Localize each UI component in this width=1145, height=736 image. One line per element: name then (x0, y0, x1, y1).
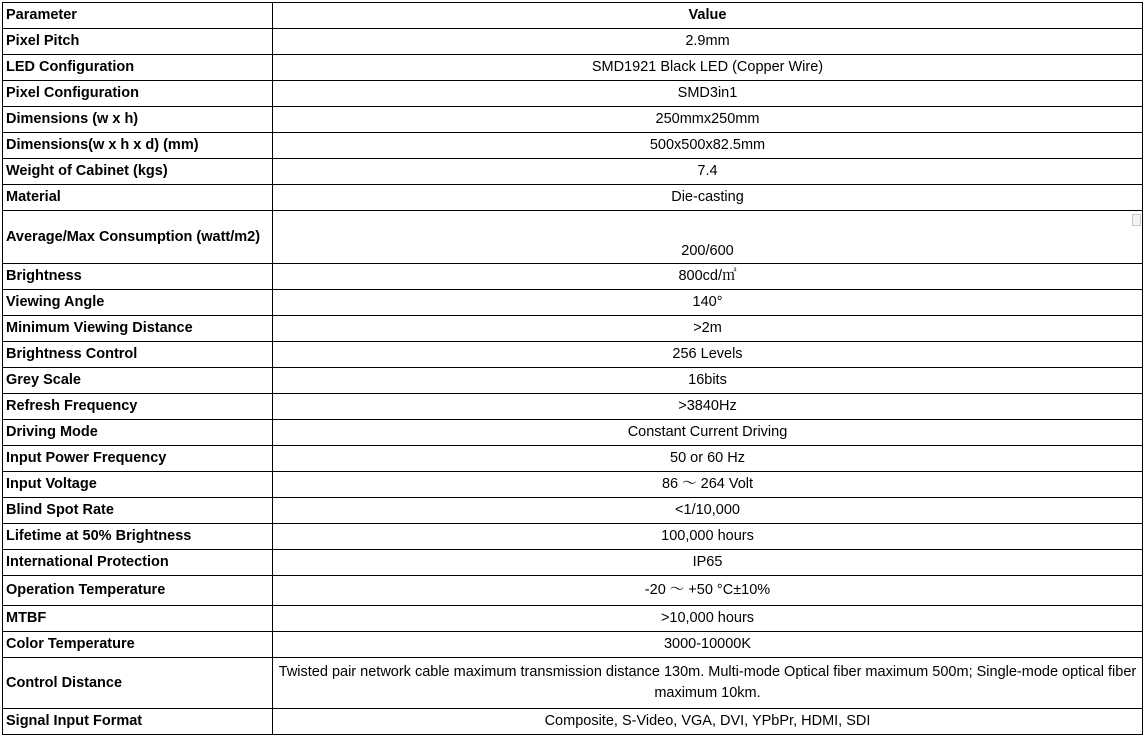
parameter-cell: Pixel Pitch (3, 29, 273, 55)
table-row (3, 446, 1143, 472)
value-cell: Die-casting (273, 185, 1143, 211)
table-header-row (3, 3, 1143, 29)
table-row (3, 420, 1143, 446)
table-row (3, 576, 1143, 606)
value-cell: 86 ～ 264 Volt (273, 472, 1143, 498)
value-cell: 200/600 (273, 211, 1143, 264)
table-row (3, 498, 1143, 524)
table-row (3, 185, 1143, 211)
value-cell: >10,000 hours (273, 606, 1143, 632)
value-cell: >2m (273, 316, 1143, 342)
value-cell: 100,000 hours (273, 524, 1143, 550)
value-cell: IP65 (273, 550, 1143, 576)
table-row (3, 159, 1143, 185)
value-cell: 140° (273, 290, 1143, 316)
table-row (3, 632, 1143, 658)
parameter-cell: Signal Input Format (3, 709, 273, 735)
spec-table (2, 2, 1143, 735)
value-cell: >3840Hz (273, 394, 1143, 420)
table-row (3, 81, 1143, 107)
table-row (3, 709, 1143, 735)
value-cell: 3000-10000K (273, 632, 1143, 658)
parameter-cell: Color Temperature (3, 632, 273, 658)
table-row (3, 658, 1143, 709)
value-cell: SMD3in1 (273, 81, 1143, 107)
parameter-cell: Average/Max Consumption (watt/m2) (3, 211, 273, 264)
parameter-cell: Input Voltage (3, 472, 273, 498)
parameter-cell: Lifetime at 50% Brightness (3, 524, 273, 550)
parameter-cell: Brightness Control (3, 342, 273, 368)
table-row (3, 264, 1143, 290)
table-row (3, 550, 1143, 576)
table-row (3, 133, 1143, 159)
parameter-cell: International Protection (3, 550, 273, 576)
value-cell: <1/10,000 (273, 498, 1143, 524)
parameter-cell: Grey Scale (3, 368, 273, 394)
table-row (3, 211, 1143, 264)
parameter-cell: Weight of Cabinet (kgs) (3, 159, 273, 185)
parameter-cell: Minimum Viewing Distance (3, 316, 273, 342)
value-cell: 800cd/㎡ (273, 264, 1143, 290)
table-row (3, 394, 1143, 420)
parameter-cell: Viewing Angle (3, 290, 273, 316)
parameter-cell: Dimensions (w x h) (3, 107, 273, 133)
table-row (3, 368, 1143, 394)
value-cell: 500x500x82.5mm (273, 133, 1143, 159)
value-cell: Composite, S-Video, VGA, DVI, YPbPr, HDMI, SDI (273, 709, 1143, 735)
value-cell: Twisted pair network cable maximum transmission distance 130m. Multi-mode Optical fiber maximum 500m; Single-mode optical fiber maximum 10km. (273, 658, 1143, 709)
table-row (3, 29, 1143, 55)
parameter-cell: Pixel Configuration (3, 81, 273, 107)
parameter-cell: Operation Temperature (3, 576, 273, 606)
parameter-cell: Input Power Frequency (3, 446, 273, 472)
parameter-cell: Refresh Frequency (3, 394, 273, 420)
column-header-value: Value (273, 3, 1143, 29)
table-row (3, 472, 1143, 498)
parameter-cell: MTBF (3, 606, 273, 632)
value-cell: -20 ～ +50 °C±10% (273, 576, 1143, 606)
table-row (3, 524, 1143, 550)
value-cell: 256 Levels (273, 342, 1143, 368)
parameter-cell: Blind Spot Rate (3, 498, 273, 524)
table-row (3, 316, 1143, 342)
value-cell: 16bits (273, 368, 1143, 394)
table-row (3, 290, 1143, 316)
table-row (3, 606, 1143, 632)
table-row (3, 342, 1143, 368)
value-cell: 7.4 (273, 159, 1143, 185)
parameter-cell: Brightness (3, 264, 273, 290)
parameter-cell: Control Distance (3, 658, 273, 709)
parameter-cell: Dimensions(w x h x d) (mm) (3, 133, 273, 159)
parameter-cell: LED Configuration (3, 55, 273, 81)
column-header-parameter: Parameter (3, 3, 273, 29)
table-row (3, 107, 1143, 133)
table-row (3, 55, 1143, 81)
value-cell: 50 or 60 Hz (273, 446, 1143, 472)
value-cell: 250mmx250mm (273, 107, 1143, 133)
value-cell: Constant Current Driving (273, 420, 1143, 446)
value-cell: SMD1921 Black LED (Copper Wire) (273, 55, 1143, 81)
parameter-cell: Material (3, 185, 273, 211)
parameter-cell: Driving Mode (3, 420, 273, 446)
side-marker (1132, 214, 1141, 226)
value-cell: 2.9mm (273, 29, 1143, 55)
